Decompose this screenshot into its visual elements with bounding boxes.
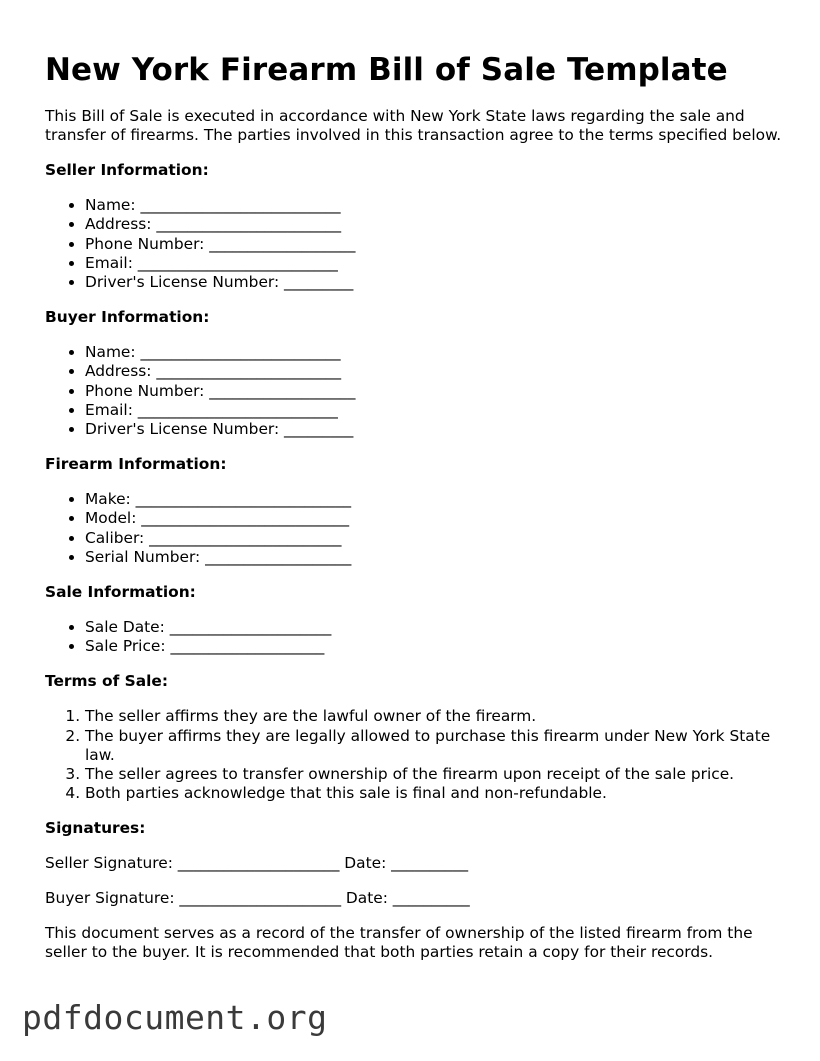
buyer-name-field: • Name: __________________________ — [85, 343, 785, 362]
buyer-signature-line: Buyer Signature: _____________________ Date: __________ — [45, 889, 470, 908]
firearm-make-field: • Make: ____________________________ — [85, 490, 785, 509]
seller-signature-line: Seller Signature: _____________________ Date: __________ — [45, 854, 469, 873]
seller-name-field: • Name: __________________________ — [85, 196, 785, 215]
sale-list — [45, 618, 785, 656]
firearm-serial-field: • Serial Number: ___________________ — [85, 548, 785, 567]
seller-list — [45, 196, 785, 292]
buyer-email-field: • Email: __________________________ — [85, 401, 785, 420]
term-item: 3. The seller agrees to transfer ownership of the firearm upon receipt of the sale price. — [85, 765, 785, 784]
terms-heading: Terms of Sale: — [45, 672, 169, 691]
seller-address-field: • Address: ________________________ — [85, 215, 785, 234]
seller-heading: Seller Information: — [45, 161, 209, 180]
terms-list — [45, 707, 785, 803]
firearm-model-field: • Model: ___________________________ — [85, 509, 785, 528]
sale-heading: Sale Information: — [45, 583, 196, 602]
term-item: 2. The buyer affirms they are legally allowed to purchase this firearm under New York State law. — [85, 727, 785, 765]
term-item: 4. Both parties acknowledge that this sale is final and non-refundable. — [85, 784, 785, 803]
buyer-list — [45, 343, 785, 439]
buyer-phone-field: • Phone Number: ___________________ — [85, 382, 785, 401]
buyer-address-field: • Address: ________________________ — [85, 362, 785, 381]
sale-price-field: • Sale Price: ____________________ — [85, 637, 785, 656]
page-title: New York Firearm Bill of Sale Template — [45, 52, 728, 88]
document-page — [45, 52, 785, 962]
closing-paragraph: This document serves as a record of the transfer of ownership of the listed firearm from the seller to the buyer. It is recommended that both parties retain a copy for their records. — [45, 924, 753, 962]
sale-date-field: • Sale Date: _____________________ — [85, 618, 785, 637]
firearm-caliber-field: • Caliber: _________________________ — [85, 529, 785, 548]
buyer-license-field: • Driver's License Number: _________ — [85, 420, 785, 439]
firearm-heading: Firearm Information: — [45, 455, 227, 474]
seller-email-field: • Email: __________________________ — [85, 254, 785, 273]
firearm-list — [45, 490, 785, 567]
watermark-logo: pdfdocument.org — [22, 998, 328, 1037]
seller-phone-field: • Phone Number: ___________________ — [85, 235, 785, 254]
seller-license-field: • Driver's License Number: _________ — [85, 273, 785, 292]
buyer-heading: Buyer Information: — [45, 308, 210, 327]
intro-paragraph: This Bill of Sale is executed in accordance with New York State laws regarding the sale and transfer of firearms. The parties involved in this transaction agree to the terms specified below. — [45, 107, 782, 145]
term-item: 1. The seller affirms they are the lawful owner of the firearm. — [85, 707, 785, 726]
signatures-heading: Signatures: — [45, 819, 146, 838]
